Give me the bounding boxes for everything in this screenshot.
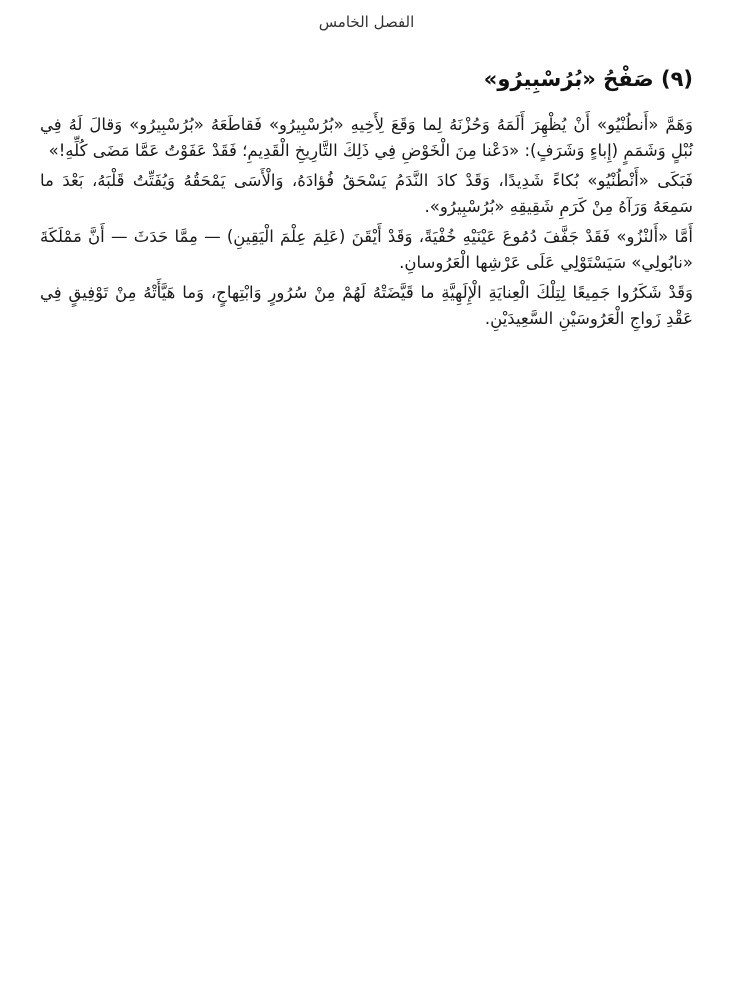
chapter-header: الفصل الخامس — [318, 13, 415, 31]
body-text — [40, 112, 693, 336]
paragraph: وَقَدْ شَكَرُوا جَمِيعًا لِتِلْكَ الْعِنايَةِ الْإِلَهِيَّةِ ما قَيَّضَتْهُ لَهُمْ مِنْ سُرُورٍ وَابْتِهاجٍ، وَما هَيَّأَتْهُ مِنْ تَوْفِيقٍ فِي عَقْدِ زَواجِ الْعَرُوسَيْنِ السَّعِيدَيْنِ. — [40, 283, 693, 328]
paragraph: وَهَمَّ «أَنطُنْيُو» أَنْ يُظْهِرَ أَلَمَهُ وَحُزْنَهُ لِما وَقَعَ لِأَخِيهِ «بُرُسْبِيرُو» فَقاطَعَهُ «بُرُسْبِيرُو» وَقالَ لَهُ فِي نُبْلٍ وَشَمَمٍ (إِباءٍ وَشَرَفٍ): «دَعْنا مِنَ الْخَوْضِ فِي ذَلِكَ التَّارِيخِ الْقَدِيمِ؛ فَقَدْ عَفَوْتُ عَمَّا مَضَى كُلِّهِ!» — [40, 115, 693, 160]
paragraph: أَمَّا «أَلنْزُو» فَقَدْ جَفَّفَ دُمُوعَ عَيْنَيْهِ خُفْيَةً، وَقَدْ أَيْقَنَ (عَلِمَ عِلْمَ الْيَقِينِ) — مِمَّا حَدَثَ — أَنَّ مَمْلَكَةَ «نابُولِي» سَيَسْتَوْلِي عَلَى عَرْشِها الْعَرُوسانِ. — [40, 227, 693, 272]
paragraph: فَبَكَى «أَنْطُنْيُو» بُكاءً شَدِيدًا، وَقَدْ كادَ النَّدَمُ يَسْحَقُ فُؤادَهُ، وَالْأَسَى يَمْحَقُهُ وَيُفَتِّتُ قَلْبَهُ، بَعْدَ ما سَمِعَهُ وَرَآهُ مِنْ كَرَمِ شَقِيقِهِ «بُرُسْبِيرُو». — [40, 171, 693, 216]
section-title: (٩) صَفْحُ «بُرُسْبِيرُو» — [483, 67, 693, 91]
